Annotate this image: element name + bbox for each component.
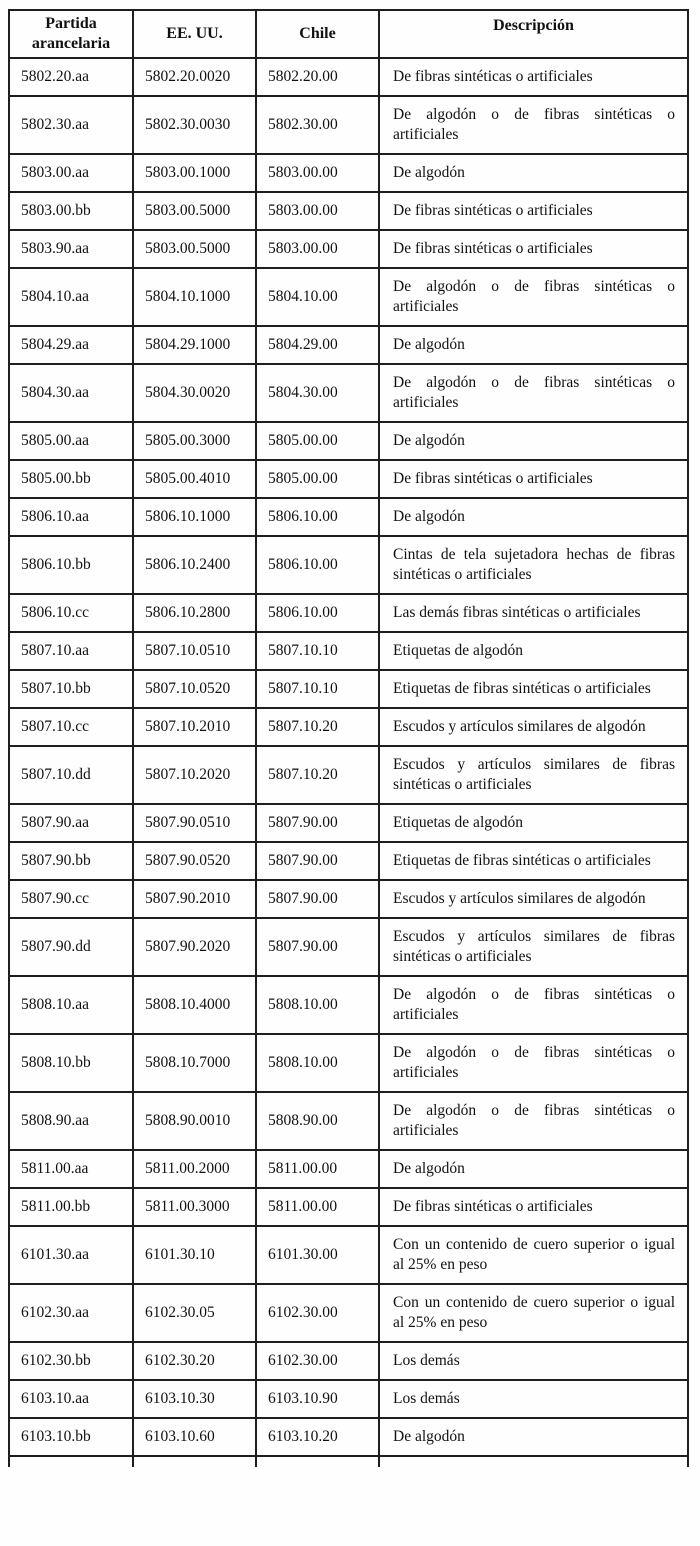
cell-partida [9,1456,133,1467]
cell-partida: 5802.20.aa [9,58,133,96]
cell-eeuu: 5806.10.2800 [133,594,256,632]
cell-descripcion: De algodón [379,326,688,364]
cell-descripcion: De algodón [379,422,688,460]
table-row [9,1226,688,1284]
cell-eeuu: 5805.00.4010 [133,460,256,498]
cell-chile: 5808.10.00 [256,1034,379,1092]
table-body-partial [9,1456,688,1467]
cell-chile: 5808.90.00 [256,1092,379,1150]
cell-eeuu: 5803.00.5000 [133,230,256,268]
cell-eeuu: 6103.10.30 [133,1380,256,1418]
cell-chile: 5807.10.20 [256,708,379,746]
cell-partida: 5803.90.aa [9,230,133,268]
cell-chile: 5807.10.10 [256,632,379,670]
table-body [9,58,688,1456]
cell-eeuu: 5808.10.7000 [133,1034,256,1092]
cell-eeuu: 5807.90.2020 [133,918,256,976]
cell-chile: 5807.10.10 [256,670,379,708]
table-row [9,804,688,842]
cell-descripcion: Escudos y artículos similares de fibras sintéticas o artificiales [379,746,688,804]
table-row [9,230,688,268]
table-row [9,842,688,880]
cell-chile: 5811.00.00 [256,1150,379,1188]
cell-chile: 5804.10.00 [256,268,379,326]
table-row [9,880,688,918]
cell-chile: 5803.00.00 [256,230,379,268]
cell-eeuu: 5807.10.0520 [133,670,256,708]
table-row [9,632,688,670]
table-row [9,918,688,976]
cell-descripcion: De algodón o de fibras sintéticas o artificiales [379,268,688,326]
table-row [9,708,688,746]
cell-descripcion: Escudos y artículos similares de algodón [379,880,688,918]
cell-eeuu: 5804.29.1000 [133,326,256,364]
cell-descripcion: Etiquetas de algodón [379,632,688,670]
cell-partida: 6102.30.aa [9,1284,133,1342]
cell-descripcion: De algodón o de fibras sintéticas o artificiales [379,976,688,1034]
cell-descripcion: Los demás [379,1342,688,1380]
cell-chile: 5806.10.00 [256,498,379,536]
cell-descripcion: De algodón o de fibras sintéticas o artificiales [379,1092,688,1150]
cell-descripcion: Cintas de tela sujetadora hechas de fibras sintéticas o artificiales [379,536,688,594]
cell-eeuu: 5803.00.5000 [133,192,256,230]
table-row [9,58,688,96]
cell-chile: 5804.30.00 [256,364,379,422]
cell-eeuu: 5802.20.0020 [133,58,256,96]
cell-eeuu [133,1456,256,1467]
cell-chile: 5806.10.00 [256,594,379,632]
cell-chile: 6103.10.20 [256,1418,379,1456]
table-row [9,670,688,708]
cell-descripcion: Con un contenido de cuero superior o igual al 25% en peso [379,1226,688,1284]
cell-descripcion: Escudos y artículos similares de algodón [379,708,688,746]
cell-chile: 5807.90.00 [256,880,379,918]
cell-descripcion: Con un contenido de cuero superior o igual al 25% en peso [379,1284,688,1342]
cell-chile: 5804.29.00 [256,326,379,364]
table-row [9,1342,688,1380]
cell-chile: 6102.30.00 [256,1284,379,1342]
cell-chile: 5805.00.00 [256,422,379,460]
table-row [9,1380,688,1418]
cell-partida: 5806.10.bb [9,536,133,594]
cell-partida: 6101.30.aa [9,1226,133,1284]
cell-descripcion: De fibras sintéticas o artificiales [379,192,688,230]
cell-eeuu: 5805.00.3000 [133,422,256,460]
table-row [9,498,688,536]
cell-partida: 5802.30.aa [9,96,133,154]
cell-descripcion: Escudos y artículos similares de fibras sintéticas o artificiales [379,918,688,976]
tariff-table [8,9,689,1467]
cell-eeuu: 6103.10.60 [133,1418,256,1456]
cell-partida: 5803.00.aa [9,154,133,192]
cell-eeuu: 5806.10.1000 [133,498,256,536]
table-row [9,1418,688,1456]
cell-eeuu: 5807.90.2010 [133,880,256,918]
cell-partida: 5805.00.bb [9,460,133,498]
table-row [9,976,688,1034]
cell-descripcion: De algodón [379,498,688,536]
cell-descripcion: De algodón o de fibras sintéticas o artificiales [379,364,688,422]
table-row [9,536,688,594]
cell-chile: 5807.90.00 [256,918,379,976]
cell-eeuu: 5803.00.1000 [133,154,256,192]
cell-eeuu: 5804.30.0020 [133,364,256,422]
cell-partida: 5804.10.aa [9,268,133,326]
cell-partida: 5807.90.cc [9,880,133,918]
table-row [9,192,688,230]
cell-eeuu: 5807.10.2020 [133,746,256,804]
cell-chile: 5802.30.00 [256,96,379,154]
cell-eeuu: 6102.30.20 [133,1342,256,1380]
cell-descripcion: Las demás fibras sintéticas o artificiales [379,594,688,632]
cell-descripcion: De fibras sintéticas o artificiales [379,1188,688,1226]
cell-eeuu: 5802.30.0030 [133,96,256,154]
cell-eeuu: 5807.10.0510 [133,632,256,670]
cell-chile: 6102.30.00 [256,1342,379,1380]
cell-partida: 5805.00.aa [9,422,133,460]
cell-eeuu: 5811.00.3000 [133,1188,256,1226]
col-header-eeuu: EE. UU. [133,10,256,58]
cell-descripcion: Etiquetas de fibras sintéticas o artificiales [379,670,688,708]
cell-partida: 5807.90.aa [9,804,133,842]
cell-eeuu: 5811.00.2000 [133,1150,256,1188]
cell-eeuu: 5807.10.2010 [133,708,256,746]
cell-partida: 6103.10.aa [9,1380,133,1418]
cell-descripcion: Etiquetas de algodón [379,804,688,842]
cell-chile: 6101.30.00 [256,1226,379,1284]
cell-partida: 5804.30.aa [9,364,133,422]
cell-descripcion: Etiquetas de fibras sintéticas o artificiales [379,842,688,880]
table-row [9,364,688,422]
cell-partida: 6103.10.bb [9,1418,133,1456]
col-header-descripcion: Descripción [379,10,688,58]
cell-chile: 5807.90.00 [256,804,379,842]
header-row [9,10,688,58]
cell-descripcion: De fibras sintéticas o artificiales [379,230,688,268]
cell-chile: 5807.10.20 [256,746,379,804]
cell-chile: 5803.00.00 [256,154,379,192]
cell-partida: 5803.00.bb [9,192,133,230]
cell-chile: 5807.90.00 [256,842,379,880]
cell-descripcion: De fibras sintéticas o artificiales [379,460,688,498]
cell-eeuu: 5808.90.0010 [133,1092,256,1150]
cell-descripcion: De fibras sintéticas o artificiales [379,58,688,96]
cell-descripcion: De algodón [379,1150,688,1188]
cell-eeuu: 5804.10.1000 [133,268,256,326]
cell-chile: 6103.10.90 [256,1380,379,1418]
cell-partida: 5807.10.cc [9,708,133,746]
cell-chile: 5808.10.00 [256,976,379,1034]
table-row [9,1284,688,1342]
cell-eeuu: 5806.10.2400 [133,536,256,594]
cell-descripcion: De algodón [379,154,688,192]
cell-descripcion: De algodón o de fibras sintéticas o artificiales [379,96,688,154]
cell-chile: 5811.00.00 [256,1188,379,1226]
cell-partida: 5807.10.dd [9,746,133,804]
cell-partida: 5807.90.bb [9,842,133,880]
cell-descripcion: De algodón [379,1418,688,1456]
cell-chile: 5803.00.00 [256,192,379,230]
cell-eeuu: 6102.30.05 [133,1284,256,1342]
partial-next-row [9,1456,688,1467]
cell-partida: 5804.29.aa [9,326,133,364]
cell-partida: 5808.10.aa [9,976,133,1034]
cell-partida: 5807.10.bb [9,670,133,708]
table-row [9,594,688,632]
table-row [9,154,688,192]
cell-eeuu: 5808.10.4000 [133,976,256,1034]
cell-partida: 5807.90.dd [9,918,133,976]
cell-eeuu: 5807.90.0510 [133,804,256,842]
table-row [9,1034,688,1092]
cell-partida: 5811.00.aa [9,1150,133,1188]
cell-chile: 5805.00.00 [256,460,379,498]
col-header-chile: Chile [256,10,379,58]
cell-partida: 6102.30.bb [9,1342,133,1380]
cell-partida: 5808.90.aa [9,1092,133,1150]
table-row [9,746,688,804]
cell-partida: 5807.10.aa [9,632,133,670]
table-row [9,268,688,326]
cell-eeuu: 6101.30.10 [133,1226,256,1284]
cell-descripcion: De algodón o de fibras sintéticas o artificiales [379,1034,688,1092]
cell-descripcion [379,1456,688,1467]
cell-chile: 5806.10.00 [256,536,379,594]
cell-partida: 5806.10.aa [9,498,133,536]
table-row [9,96,688,154]
cell-partida: 5806.10.cc [9,594,133,632]
cell-descripcion: Los demás [379,1380,688,1418]
table-row [9,460,688,498]
cell-partida: 5811.00.bb [9,1188,133,1226]
table-row [9,1150,688,1188]
cell-eeuu: 5807.90.0520 [133,842,256,880]
table-row [9,1092,688,1150]
table-row [9,326,688,364]
table-header [9,10,688,58]
table-row [9,1188,688,1226]
table-row [9,422,688,460]
col-header-partida-arancelaria: Partida arancelaria [9,10,133,58]
cell-chile [256,1456,379,1467]
cell-chile: 5802.20.00 [256,58,379,96]
cell-partida: 5808.10.bb [9,1034,133,1092]
